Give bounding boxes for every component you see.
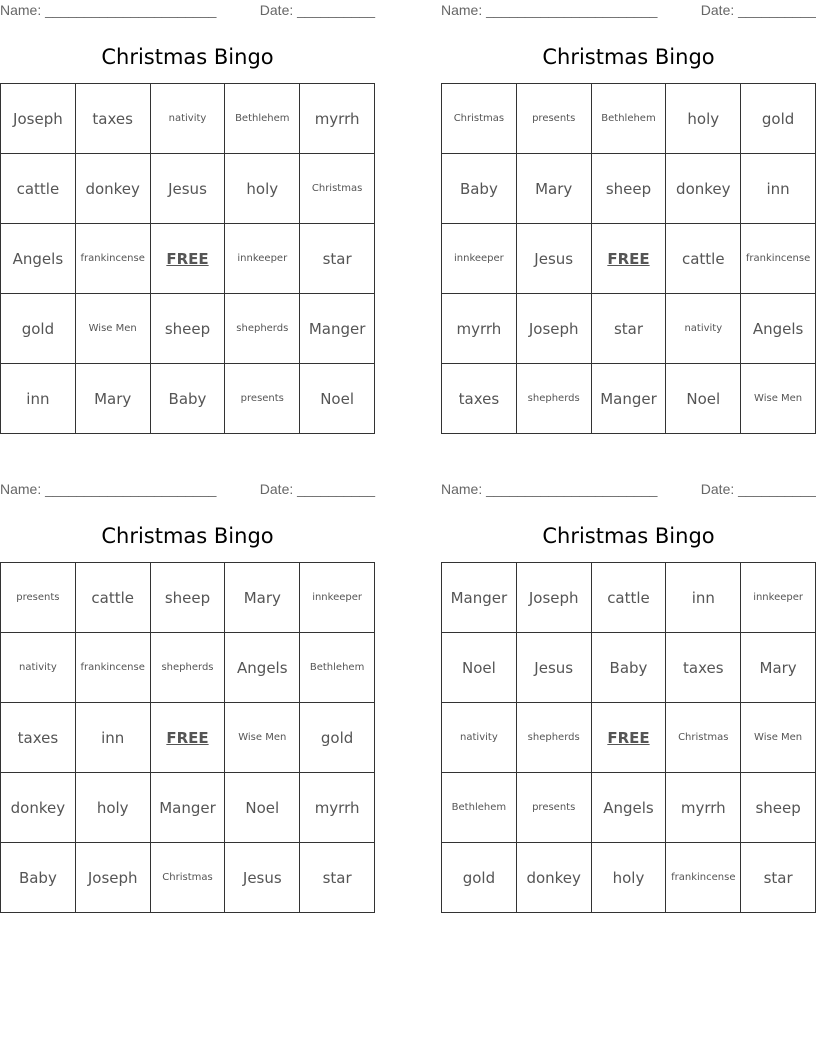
bingo-card-3 — [0, 479, 375, 887]
bingo-cell: star — [592, 294, 667, 364]
bingo-cell: taxes — [1, 703, 76, 773]
bingo-cell: taxes — [666, 633, 741, 703]
bingo-cell: holy — [225, 154, 300, 224]
bingo-cell: donkey — [1, 773, 76, 843]
date-field-label: Date: __________ — [259, 2, 375, 18]
bingo-cell: Noel — [666, 364, 741, 434]
bingo-grid — [441, 83, 816, 434]
bingo-cell: Manger — [592, 364, 667, 434]
bingo-cell: frankincense — [76, 224, 151, 294]
bingo-cell: Mary — [225, 563, 300, 633]
bingo-cell: Angels — [1, 224, 76, 294]
card-title: Christmas Bingo — [542, 45, 715, 69]
bingo-cell: Mary — [517, 154, 592, 224]
bingo-cell: Mary — [76, 364, 151, 434]
bingo-cell: Christmas — [442, 84, 517, 154]
bingo-cell: nativity — [151, 84, 226, 154]
bingo-cell: holy — [592, 843, 667, 913]
bingo-cell: Wise Men — [741, 703, 816, 773]
free-space: FREE — [592, 224, 667, 294]
card-title: Christmas Bingo — [542, 524, 715, 548]
bingo-cell: Christmas — [300, 154, 375, 224]
bingo-cell: taxes — [442, 364, 517, 434]
bingo-cell: Bethlehem — [225, 84, 300, 154]
card-header — [0, 479, 375, 501]
bingo-cell: sheep — [592, 154, 667, 224]
bingo-cell: Christmas — [666, 703, 741, 773]
bingo-cell: Jesus — [151, 154, 226, 224]
bingo-cell: innkeeper — [300, 563, 375, 633]
bingo-cell: nativity — [1, 633, 76, 703]
bingo-cell: star — [300, 843, 375, 913]
bingo-cell: myrrh — [666, 773, 741, 843]
bingo-cell: star — [300, 224, 375, 294]
bingo-cell: holy — [666, 84, 741, 154]
bingo-cell: Baby — [442, 154, 517, 224]
bingo-cell: cattle — [666, 224, 741, 294]
free-space: FREE — [592, 703, 667, 773]
card-title: Christmas Bingo — [101, 45, 274, 69]
bingo-cell: shepherds — [225, 294, 300, 364]
bingo-grid — [441, 562, 816, 913]
bingo-cell: shepherds — [517, 364, 592, 434]
date-field-label: Date: __________ — [700, 481, 816, 497]
free-space: FREE — [151, 224, 226, 294]
name-field-label: Name: ______________________ — [441, 481, 658, 497]
bingo-cell: Bethlehem — [300, 633, 375, 703]
bingo-cell: Joseph — [517, 294, 592, 364]
name-field-label: Name: ______________________ — [0, 2, 217, 18]
bingo-cell: frankincense — [741, 224, 816, 294]
bingo-cell: sheep — [741, 773, 816, 843]
date-field-label: Date: __________ — [700, 2, 816, 18]
bingo-cell: Christmas — [151, 843, 226, 913]
bingo-cell: Baby — [592, 633, 667, 703]
bingo-cell: gold — [442, 843, 517, 913]
bingo-cell: Wise Men — [741, 364, 816, 434]
bingo-cell: frankincense — [666, 843, 741, 913]
bingo-cell: innkeeper — [442, 224, 517, 294]
free-space: FREE — [151, 703, 226, 773]
bingo-cell: nativity — [442, 703, 517, 773]
bingo-cell: inn — [1, 364, 76, 434]
bingo-grid — [0, 83, 375, 434]
bingo-cell: Joseph — [1, 84, 76, 154]
bingo-cell: star — [741, 843, 816, 913]
bingo-cell: Angels — [741, 294, 816, 364]
bingo-cell: Mary — [741, 633, 816, 703]
bingo-cell: Wise Men — [76, 294, 151, 364]
name-field-label: Name: ______________________ — [441, 2, 658, 18]
bingo-cell: gold — [300, 703, 375, 773]
bingo-cell: gold — [1, 294, 76, 364]
date-field-label: Date: __________ — [259, 481, 375, 497]
bingo-cell: Bethlehem — [592, 84, 667, 154]
card-header — [441, 0, 816, 22]
bingo-cell: donkey — [666, 154, 741, 224]
bingo-cell: presents — [225, 364, 300, 434]
bingo-cell: donkey — [76, 154, 151, 224]
bingo-cell: cattle — [1, 154, 76, 224]
bingo-cell: cattle — [76, 563, 151, 633]
bingo-cell: sheep — [151, 563, 226, 633]
bingo-cell: innkeeper — [225, 224, 300, 294]
bingo-cell: nativity — [666, 294, 741, 364]
bingo-cell: Angels — [225, 633, 300, 703]
bingo-cell: donkey — [517, 843, 592, 913]
name-field-label: Name: ______________________ — [0, 481, 217, 497]
bingo-cell: shepherds — [151, 633, 226, 703]
bingo-cell: myrrh — [300, 84, 375, 154]
bingo-cell: Noel — [442, 633, 517, 703]
bingo-cell: gold — [741, 84, 816, 154]
bingo-cell: Joseph — [517, 563, 592, 633]
bingo-cell: Manger — [151, 773, 226, 843]
card-title: Christmas Bingo — [101, 524, 274, 548]
bingo-cell: Baby — [1, 843, 76, 913]
bingo-cell: presents — [517, 773, 592, 843]
bingo-cell: Joseph — [76, 843, 151, 913]
bingo-cell: Baby — [151, 364, 226, 434]
card-header — [441, 479, 816, 501]
bingo-cell: Manger — [442, 563, 517, 633]
card-header — [0, 0, 375, 22]
bingo-cell: cattle — [592, 563, 667, 633]
bingo-card-1 — [0, 0, 375, 408]
bingo-cell: Manger — [300, 294, 375, 364]
bingo-cell: Jesus — [517, 633, 592, 703]
bingo-card-4 — [441, 479, 816, 887]
bingo-cell: presents — [517, 84, 592, 154]
bingo-cell: shepherds — [517, 703, 592, 773]
bingo-cell: innkeeper — [741, 563, 816, 633]
bingo-grid — [0, 562, 375, 913]
bingo-cell: sheep — [151, 294, 226, 364]
bingo-cell: Jesus — [225, 843, 300, 913]
bingo-cell: Noel — [300, 364, 375, 434]
bingo-cell: inn — [741, 154, 816, 224]
bingo-cell: myrrh — [442, 294, 517, 364]
bingo-cell: Noel — [225, 773, 300, 843]
bingo-cell: presents — [1, 563, 76, 633]
bingo-cell: holy — [76, 773, 151, 843]
bingo-cell: myrrh — [300, 773, 375, 843]
bingo-cell: Jesus — [517, 224, 592, 294]
bingo-cell: taxes — [76, 84, 151, 154]
bingo-cell: Wise Men — [225, 703, 300, 773]
bingo-cell: Bethlehem — [442, 773, 517, 843]
bingo-cell: frankincense — [76, 633, 151, 703]
bingo-card-2 — [441, 0, 816, 408]
bingo-cell: Angels — [592, 773, 667, 843]
bingo-cell: inn — [666, 563, 741, 633]
bingo-cell: inn — [76, 703, 151, 773]
